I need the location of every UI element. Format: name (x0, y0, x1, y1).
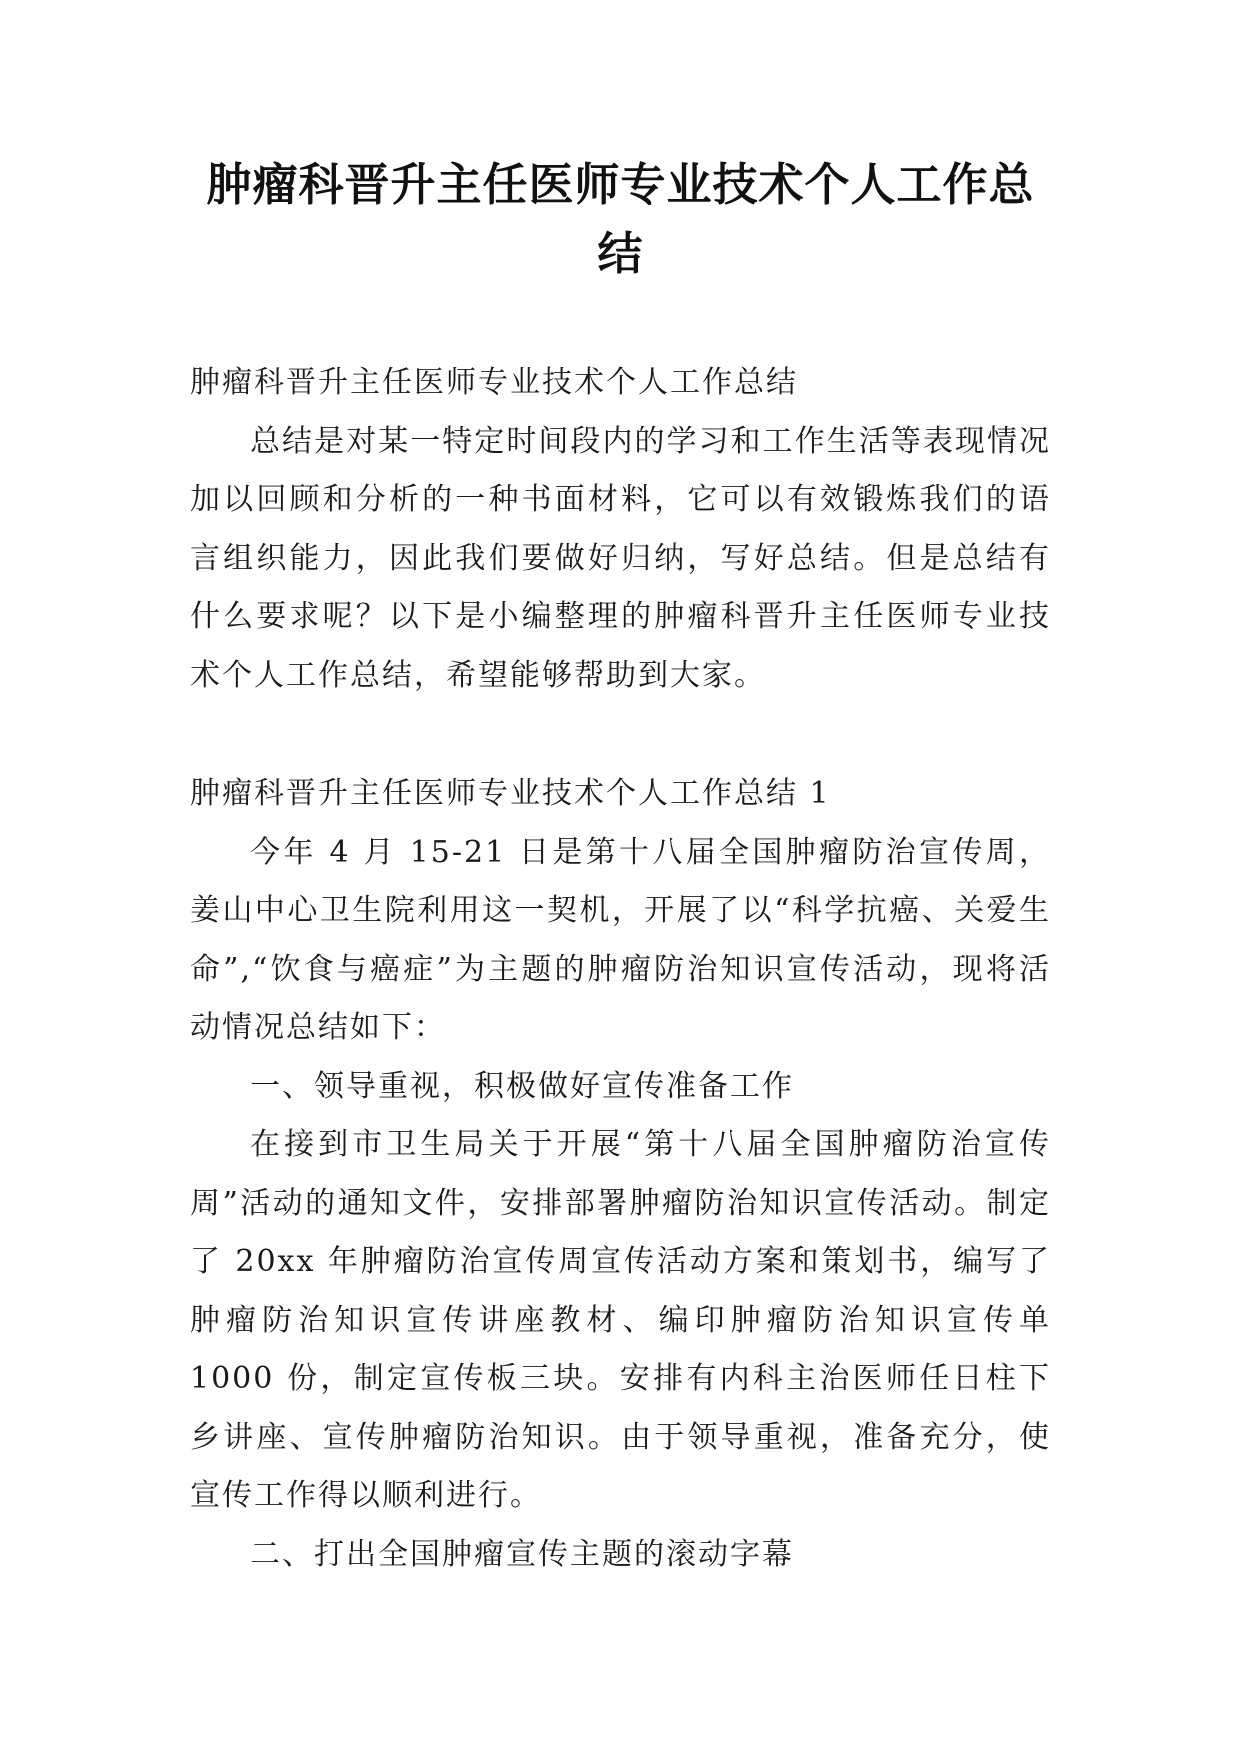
section-title: 肿瘤科晋升主任医师专业技术个人工作总结 1 (190, 776, 831, 811)
body-paragraph-1: 今年 4 月 15-21 日是第十八届全国肿瘤防治宣传周，姜山中心卫生院利用这一契机，开展了以“科学抗癌、关爱生命”,“饮食与癌症”为主题的肿瘤防治知识宣传活动，现将活动情况总结如下： (190, 834, 1051, 1045)
document-body (190, 354, 1051, 1584)
heading-2: 二、打出全国肿瘤宣传主题的滚动字幕 (250, 1536, 794, 1572)
intro-paragraph: 总结是对某一特定时间段内的学习和工作生活等表现情况加以回顾和分析的一种书面材料，它可以有效锻炼我们的语言组织能力，因此我们要做好归纳，写好总结。但是总结有什么要求呢？以下是小编整理的肿瘤科晋升主任医师专业技术个人工作总结，希望能够帮助到大家。 (190, 423, 1051, 693)
body-paragraph-2: 在接到市卫生局关于开展“第十八届全国肿瘤防治宣传周”活动的通知文件，安排部署肿瘤防治知识宣传活动。制定了 20xx 年肿瘤防治宣传周宣传活动方案和策划书，编写了肿瘤防治知识宣传讲座教材、编印肿瘤防治知识宣传单 1000 份，制定宣传板三块。安排有内科主治医师任日柱下乡讲座、宣传肿瘤防治知识。由于领导重视，准备充分，使宣传工作得以顺利进行。 (190, 1127, 1051, 1513)
heading-1: 一、领导重视，积极做好宣传准备工作 (250, 1068, 794, 1104)
document-title: 肿瘤科晋升主任医师专业技术个人工作总结 (206, 158, 1035, 280)
section-spacer (190, 705, 1051, 765)
document-subtitle: 肿瘤科晋升主任医师专业技术个人工作总结 (190, 365, 798, 400)
